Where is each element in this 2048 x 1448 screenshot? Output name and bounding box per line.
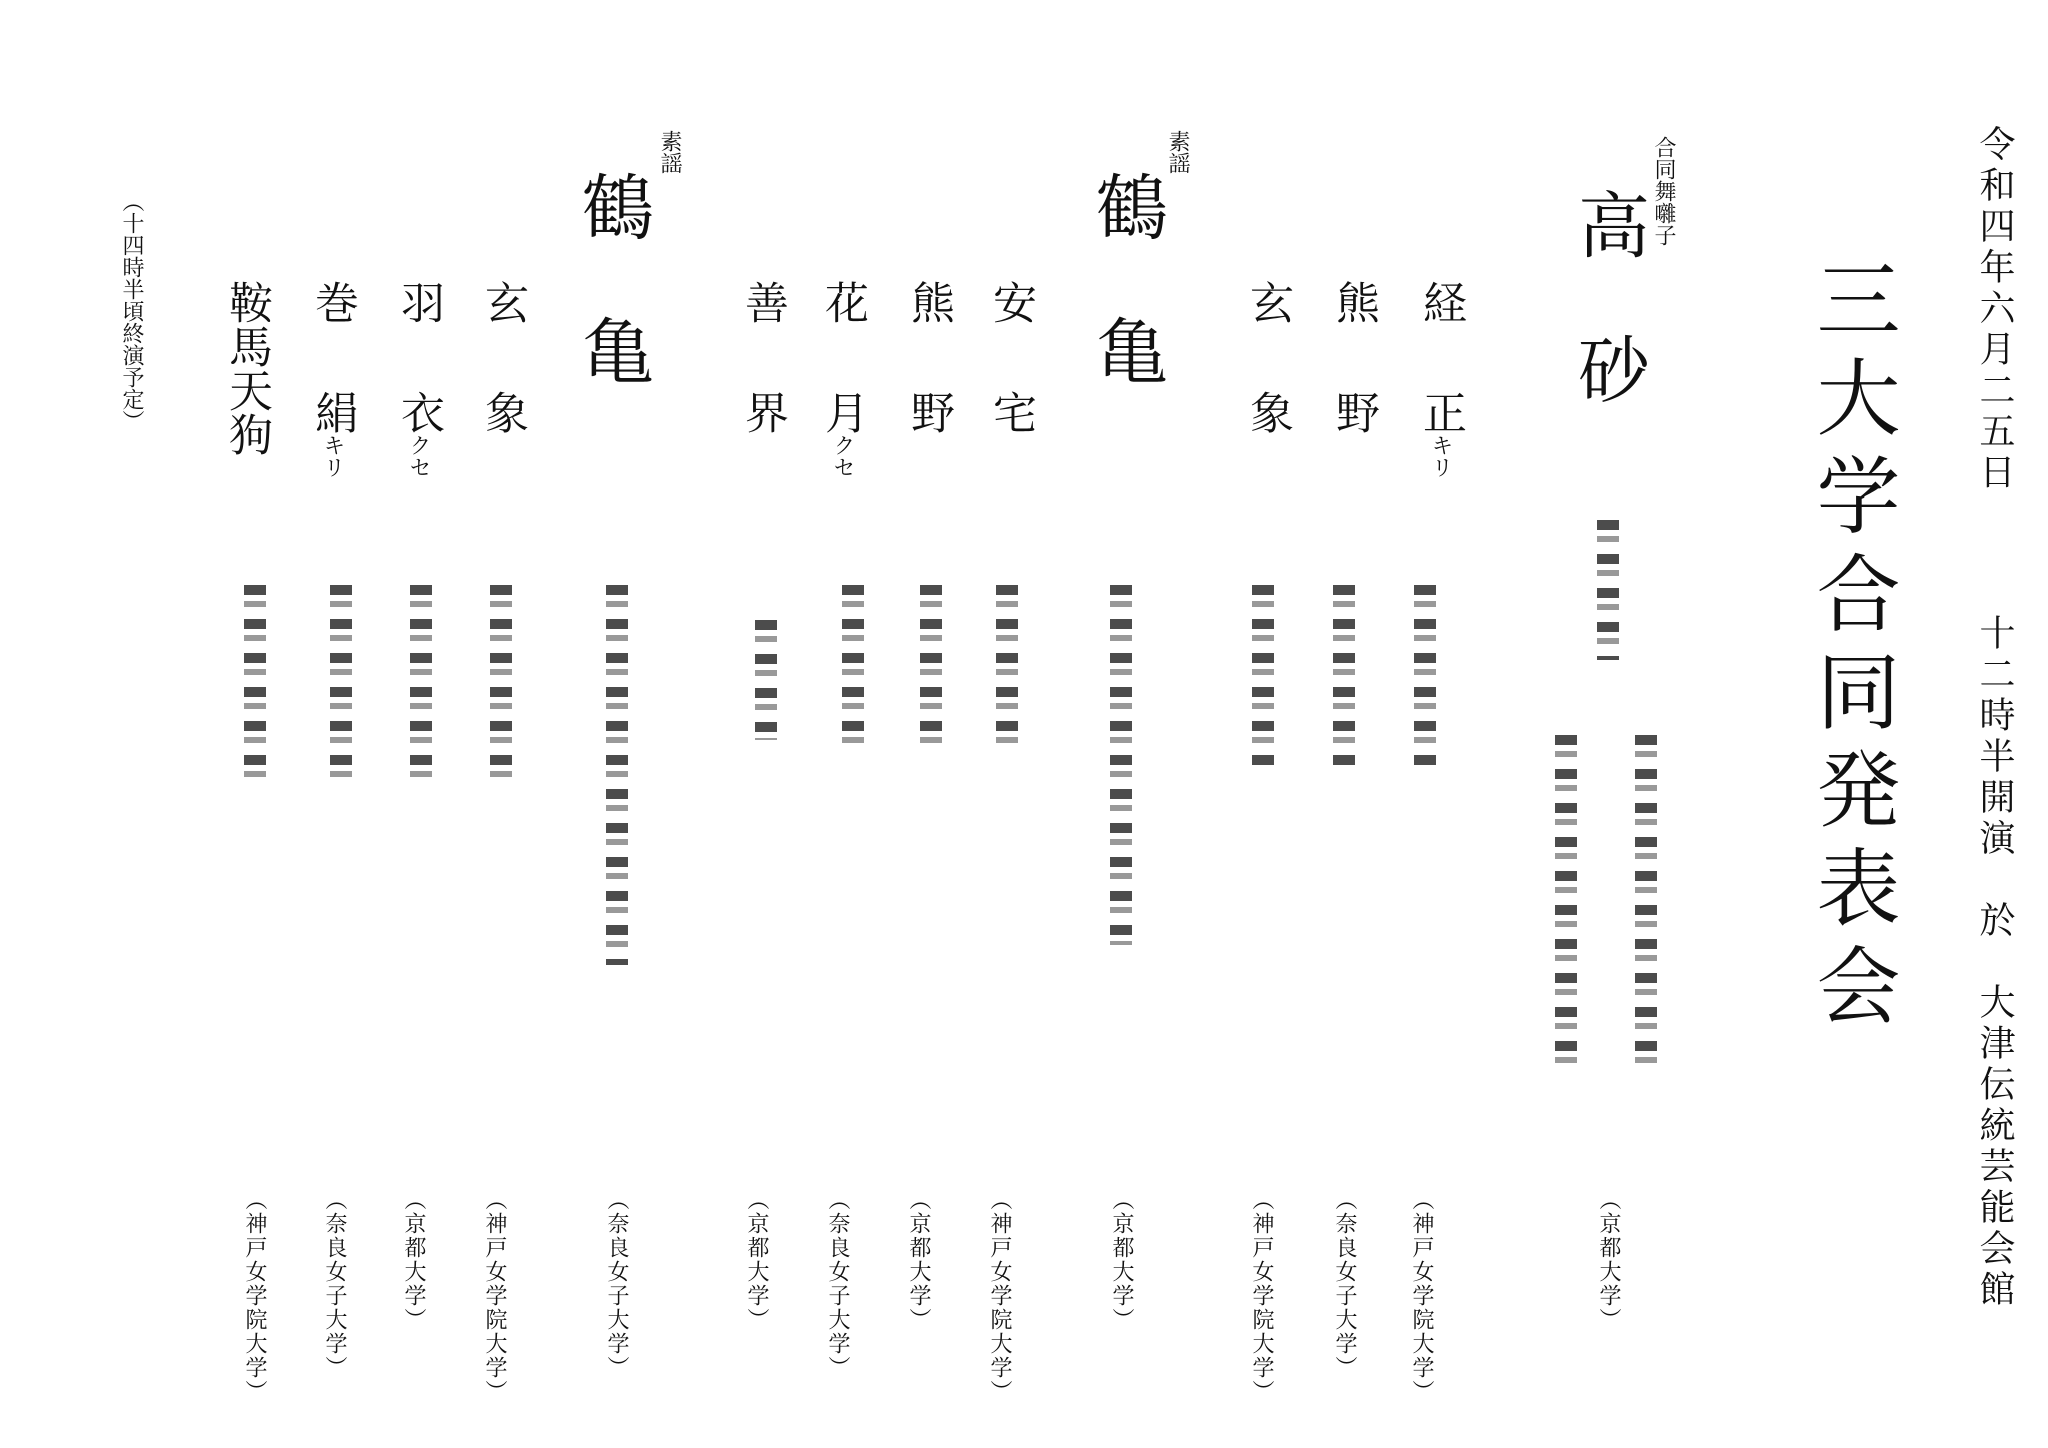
piece-name-bottom: 衣	[393, 390, 444, 434]
university-label: （奈良女子大学）	[322, 1188, 347, 1380]
university-label: （奈良女子大学）	[1332, 1188, 1357, 1380]
piece-title	[477, 280, 528, 434]
university-label: （神戸女学院大学）	[1249, 1188, 1274, 1404]
piece-name-bottom: 象	[477, 390, 528, 434]
piece-name-top: 熊	[903, 280, 954, 324]
piece-part: クセ	[406, 434, 431, 478]
piece-name-top: 羽	[393, 280, 444, 324]
redacted-performer	[410, 585, 432, 785]
piece-part: クセ	[830, 434, 855, 478]
piece-name-top: 経	[1415, 280, 1466, 324]
redacted-performer	[606, 585, 628, 965]
piece-title	[903, 280, 954, 434]
redacted-performer	[1252, 585, 1274, 765]
end-time-note: （十四時半頃終演予定）	[119, 190, 144, 432]
university-label: （京都大学）	[1109, 1188, 1134, 1332]
redacted-performer	[920, 585, 942, 745]
piece-name-bottom: 野	[903, 390, 954, 434]
event-title: 三大学合同発表会	[1803, 256, 1901, 1040]
redacted-performer	[244, 585, 266, 785]
piece-name-bottom: 象	[1242, 390, 1293, 434]
piece-name-top: 巻	[307, 280, 358, 324]
piece-title	[221, 280, 272, 456]
program-title: 鶴 亀	[570, 170, 654, 386]
university-label: （京都大学）	[401, 1188, 426, 1332]
piece-name-top: 熊	[1328, 280, 1379, 324]
piece-name-bottom: 月	[817, 390, 868, 434]
piece-title	[1415, 280, 1466, 478]
program-label: 合同舞囃子	[1651, 136, 1676, 246]
piece-title	[1328, 280, 1379, 434]
redacted-performer	[1333, 585, 1355, 765]
redacted-performer	[1555, 735, 1577, 1075]
program-title: 鶴 亀	[1084, 170, 1168, 386]
program-label: 素謡	[657, 130, 682, 174]
university-label: （京都大学）	[744, 1188, 769, 1332]
university-label: （奈良女子大学）	[604, 1188, 629, 1380]
university-label: （京都大学）	[906, 1188, 931, 1332]
redacted-performer	[1110, 585, 1132, 945]
event-date: 令和四年六月二五日	[1974, 125, 2015, 494]
piece-name-bottom: 絹	[307, 390, 358, 434]
piece-name-bottom: 野	[1328, 390, 1379, 434]
university-label: （神戸女学院大学）	[482, 1188, 507, 1404]
university-label: （奈良女子大学）	[825, 1188, 850, 1380]
piece-name-bottom: 正	[1415, 390, 1466, 434]
piece-name-bottom: 宅	[985, 390, 1036, 434]
piece-title	[307, 280, 358, 478]
piece-name-top: 玄	[477, 280, 528, 324]
redacted-performer	[330, 585, 352, 780]
piece-name-top: 安	[985, 280, 1036, 324]
piece-name-top: 善	[737, 280, 788, 324]
redacted-performer	[996, 585, 1018, 755]
redacted-performer	[490, 585, 512, 785]
piece-title	[985, 280, 1036, 434]
piece-part: キリ	[320, 434, 345, 478]
piece-title	[817, 280, 868, 478]
piece-part: キリ	[1428, 434, 1453, 478]
redacted-performer	[1597, 520, 1619, 660]
university-label: （神戸女学院大学）	[987, 1188, 1012, 1404]
redacted-performer	[1414, 585, 1436, 765]
piece-title	[737, 280, 788, 434]
redacted-performer	[755, 620, 777, 740]
event-time-venue: 十二時半開演 於 大津伝統芸能会館	[1974, 614, 2015, 1311]
piece-name-top: 鞍馬天狗	[221, 280, 272, 456]
piece-title	[393, 280, 444, 478]
university-label: （京都大学）	[1596, 1188, 1621, 1332]
piece-name-top: 玄	[1242, 280, 1293, 324]
university-label: （神戸女学院大学）	[1409, 1188, 1434, 1404]
redacted-performer	[842, 585, 864, 745]
university-label: （神戸女学院大学）	[242, 1188, 267, 1404]
redacted-performer	[1635, 735, 1657, 1075]
program-title: 高 砂	[1566, 188, 1650, 404]
piece-name-bottom: 界	[737, 390, 788, 434]
piece-title	[1242, 280, 1293, 434]
piece-name-top: 花	[817, 280, 868, 324]
program-label: 素謡	[1165, 130, 1190, 174]
